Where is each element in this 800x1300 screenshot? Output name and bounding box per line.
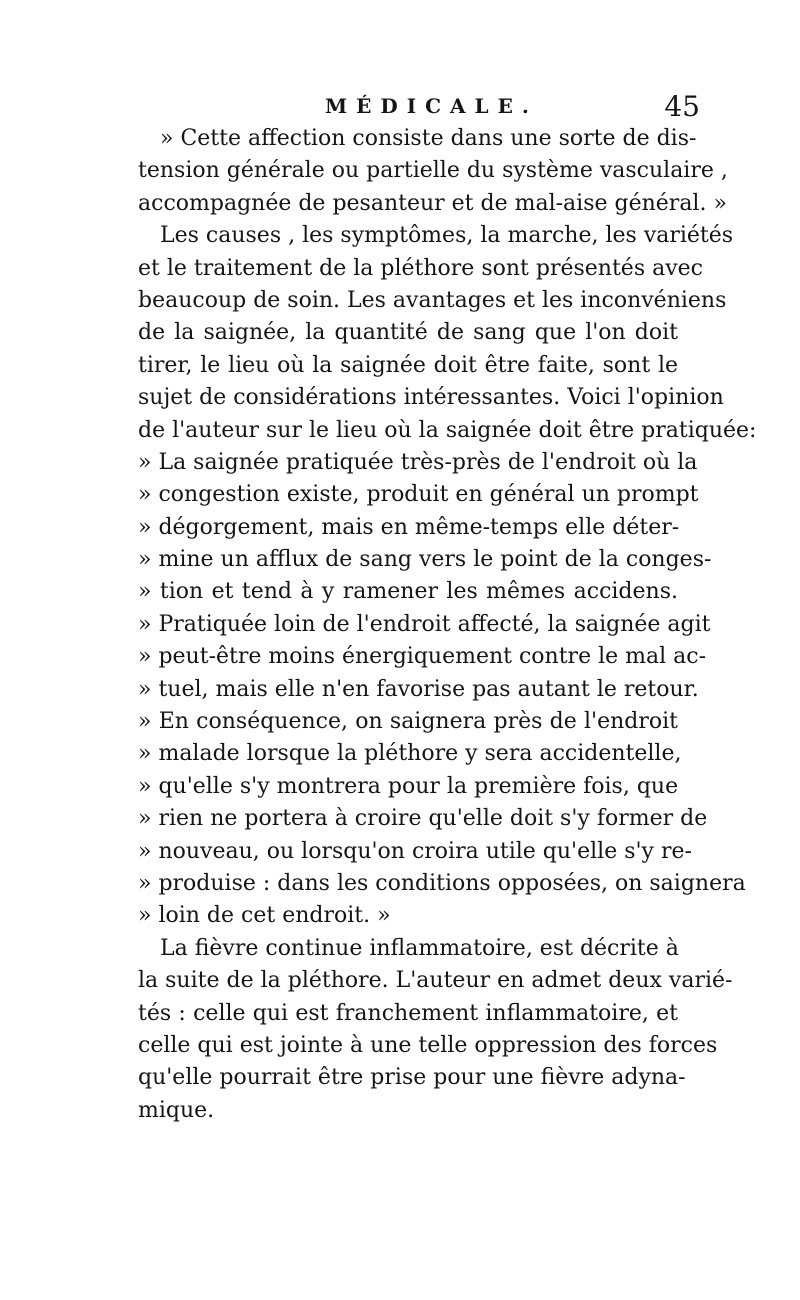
text-line: de l'auteur sur le lieu où la saignée doit être pratiquée: — [138, 417, 757, 443]
text-line: » mine un afflux de sang vers le point de la conges- — [138, 547, 712, 573]
text-line: » rien ne portera à croire qu'elle doit s'y former de — [138, 806, 708, 832]
text-line: tirer, le lieu où la saignée doit être faite, sont le — [138, 352, 678, 378]
text-line: la suite de la pléthore. L'auteur en admet deux varié- — [138, 968, 733, 994]
text-line: » En conséquence, on saignera près de l'endroit — [138, 709, 678, 735]
text-line: » La saignée pratiquée très-près de l'endroit où la — [138, 449, 698, 475]
text-line: de la saignée, la quantité de sang que l'on doit — [138, 320, 678, 346]
body-text — [138, 123, 757, 1127]
text-line: tension générale ou partielle du système vasculaire , — [138, 158, 728, 184]
text-line: Les causes , les symptômes, la marche, les variétés — [160, 223, 734, 249]
text-line: sujet de considérations intéressantes. Voici l'opinion — [138, 385, 724, 411]
text-line: » dégorgement, mais en même-temps elle déter- — [138, 514, 680, 540]
text-line: » Cette affection consiste dans une sorte de dis- — [160, 126, 697, 151]
text-line: et le traitement de la pléthore sont présentés avec — [138, 255, 703, 281]
text-line: tés : celle qui est franchement inflammatoire, et — [138, 1000, 678, 1026]
text-line: » congestion existe, produit en général un prompt — [138, 482, 699, 508]
text-line: » tion et tend à y ramener les mêmes accidens. — [138, 579, 678, 605]
text-line: » nouveau, ou lorsqu'on croira utile qu'elle s'y re- — [138, 838, 692, 864]
text-line: beaucoup de soin. Les avantages et les inconvéniens — [138, 287, 727, 313]
text-line: mique. — [138, 1097, 215, 1123]
text-line: La fièvre continue inflammatoire, est décrite à — [160, 935, 679, 961]
text-line: celle qui est jointe à une telle oppression des forces — [138, 1032, 718, 1058]
text-line: » peut-être moins énergiquement contre le mal ac- — [138, 644, 707, 670]
text-line: » qu'elle s'y montrera pour la première fois, que — [138, 773, 679, 799]
text-line: qu'elle pourrait être prise pour une fièvre adyna- — [138, 1065, 686, 1091]
text-line: » Pratiquée loin de l'endroit affecté, la saignée agit — [138, 611, 711, 637]
text-line: » malade lorsque la pléthore y sera accidentelle, — [138, 741, 682, 767]
text-line: » loin de cet endroit. » — [138, 903, 391, 929]
text-line: » tuel, mais elle n'en favorise pas autant le retour. — [138, 676, 699, 702]
text-line: accompagnée de pesanteur et de mal-aise général. » — [138, 190, 727, 216]
text-line: » produise : dans les conditions opposées, on saignera — [138, 870, 746, 896]
running-head: MÉDICALE. — [325, 94, 538, 118]
page-number: 45 — [664, 90, 700, 123]
